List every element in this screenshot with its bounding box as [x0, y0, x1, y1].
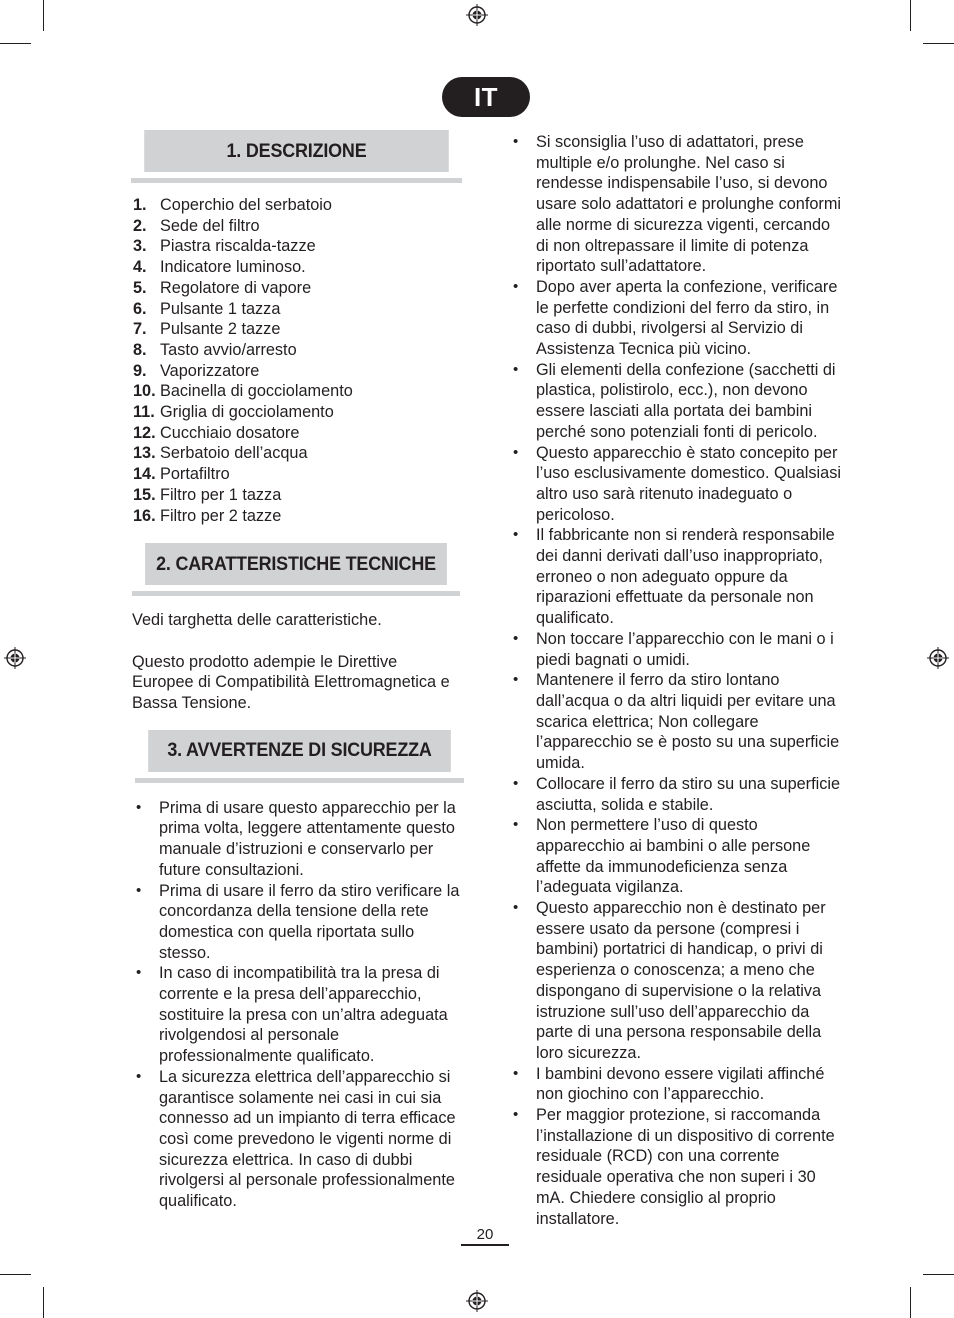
item-text: Regolatore di vapore: [160, 278, 312, 297]
list-item: [133, 236, 463, 257]
item-text: Bacinella di gocciolamento: [160, 382, 353, 401]
page-number: 20: [476, 1226, 494, 1243]
list-item: [133, 423, 463, 444]
list-item: [133, 361, 463, 382]
list-item: [508, 815, 842, 898]
item-text: Filtro per 1 tazza: [160, 485, 282, 504]
section-title: 1. DESCRIZIONE: [144, 130, 449, 172]
list-item: [508, 898, 842, 1064]
list-item: [133, 195, 463, 216]
item-text: Cucchiaio dosatore: [160, 423, 300, 442]
section-rule: [132, 591, 460, 596]
bullet-icon: •: [513, 1064, 519, 1082]
bullet-icon: •: [513, 443, 519, 461]
bullet-text: Per maggior protezione, si raccomanda l’installazione di un dispositivo di corrente residuale (RCD) con una corrente residuale operativa che non superi i 30 mA. Chiedere consiglio al proprio installatore.: [536, 1106, 835, 1228]
list-item: [131, 963, 463, 1067]
item-number: 12.: [133, 423, 156, 442]
list-item: [508, 670, 842, 774]
list-item: [508, 360, 842, 443]
list-item: [133, 506, 463, 527]
item-number: 6.: [133, 299, 147, 318]
list-item: [508, 1064, 842, 1105]
item-text: Portafiltro: [160, 465, 230, 484]
safety-list-right: [508, 132, 842, 1229]
bullet-text: La sicurezza elettrica dell’apparecchio si garantisce solamente nei casi in cui sia connesso ad un impianto di terra efficace così come prevedono le vigenti norme di sicurezza elettrica. In caso di dubbi rivolgersi al personale professionalmente qualificato.: [159, 1067, 456, 1211]
bullet-icon: •: [513, 526, 519, 544]
registration-mark-icon: [927, 647, 949, 669]
item-text: Pulsante 2 tazze: [160, 320, 281, 339]
list-item: [133, 299, 463, 320]
bullet-icon: •: [136, 798, 142, 816]
bullet-icon: •: [513, 277, 519, 295]
item-text: Piastra riscalda-tazze: [160, 237, 316, 256]
bullet-icon: •: [513, 133, 519, 150]
section-header-caratteristiche: [132, 543, 460, 596]
bullet-icon: •: [513, 816, 519, 834]
item-text: Coperchio del serbatoio: [160, 196, 332, 214]
item-number: 5.: [133, 278, 147, 297]
bullet-icon: •: [513, 671, 519, 689]
item-text: Serbatoio dell’acqua: [160, 444, 308, 463]
crop-mark: [910, 0, 911, 31]
list-item: [133, 257, 463, 278]
section-rule: [131, 178, 462, 183]
crop-mark: [43, 1287, 44, 1318]
list-item: [508, 443, 842, 526]
page-number-rule: [461, 1244, 509, 1246]
item-number: 13.: [133, 444, 156, 463]
safety-list-left: [128, 798, 463, 1212]
bullet-text: Non permettere l’uso di questo apparecchio ai bambini o alle persone affette da immunodeficienza senza l’adeguata vigilanza.: [536, 816, 811, 897]
bullet-text: Questo apparecchio non è destinato per essere usato da persone (compresi i bambini) portatrici di handicap, o privi di esperienza o conoscenza; a meno che dispongano di supervisione o la relativa istruzione sull’uso dell’apparecchio da parte di una persona responsabile della loro sicurezza.: [536, 899, 826, 1062]
bullet-text: In caso di incompatibilità tra la presa di corrente e la presa dell’apparecchio, sostituire la presa con un’altra adeguata rivolgendosi al personale professionalmente qualificato.: [159, 964, 448, 1066]
bullet-text: Collocare il ferro da stiro su una superficie asciutta, solida e stabile.: [536, 774, 841, 814]
crop-mark: [923, 43, 954, 44]
item-number: 16.: [133, 506, 156, 525]
list-item: [133, 381, 463, 402]
bullet-icon: •: [513, 360, 519, 378]
list-item: [131, 1067, 463, 1212]
list-item: [508, 1105, 842, 1229]
item-number: 7.: [133, 320, 147, 339]
crop-mark: [0, 1274, 31, 1275]
bullet-text: Questo apparecchio è stato concepito per l’uso esclusivamente domestico. Qualsiasi altro uso sarà ritenuto inadeguato o pericoloso.: [536, 443, 841, 524]
item-number: 15.: [133, 485, 156, 504]
list-item: [508, 132, 842, 277]
list-item: [131, 798, 463, 881]
list-item: [133, 443, 463, 464]
list-item: [508, 774, 842, 815]
item-number: 8.: [133, 340, 147, 359]
bullet-icon: •: [136, 964, 142, 982]
item-text: Vaporizzatore: [160, 361, 260, 380]
crop-mark: [0, 43, 31, 44]
item-number: 1.: [133, 196, 147, 214]
item-text: Filtro per 2 tazze: [160, 506, 282, 525]
list-item: [508, 525, 842, 629]
bullet-text: Dopo aver aperta la confezione, verificare le perfette condizioni del ferro da stiro, in caso di dubbi, rivolgersi al Servizio di Assistenza Tecnica più vicino.: [536, 277, 838, 359]
item-number: 14.: [133, 465, 156, 484]
list-item: [133, 340, 463, 361]
bullet-text: Gli elementi della confezione (sacchetti di plastica, polistirolo, ecc.), non devono essere lasciati alla portata dei bambini perché sono potenziali fonti di pericolo.: [536, 360, 836, 441]
registration-mark-icon: [466, 1290, 488, 1312]
language-badge: IT: [442, 77, 530, 117]
bullet-text: Il fabbricante non si renderà responsabile dei danni derivati dall’uso inappropriato, erroneo o non adeguato oppure da riparazioni effettuate da personale non qualificato.: [536, 526, 835, 628]
parts-list: [128, 195, 463, 526]
list-item: [133, 485, 463, 506]
item-text: Pulsante 1 tazza: [160, 299, 281, 318]
section-title: 2. CARATTERISTICHE TECNICHE: [145, 543, 447, 585]
section-header-descrizione: [131, 130, 462, 183]
list-item: [133, 319, 463, 340]
section-header-avvertenze: [135, 730, 464, 783]
list-item: [133, 278, 463, 299]
right-column: [508, 132, 842, 1229]
bullet-text: Si sconsiglia l’uso di adattatori, prese multiple e/o prolunghe. Nel caso si rendesse indispensabile l’uso, si devono usare solo adattatori e prolunghe conformi alle norme di sicurezza vigenti, cercando di non oltrepassare il limite di potenza riportato sull’adattatore.: [536, 133, 842, 276]
item-number: 3.: [133, 237, 147, 256]
list-item: [133, 464, 463, 485]
registration-mark-icon: [466, 4, 488, 26]
list-item: [133, 402, 463, 423]
item-text: Griglia di gocciolamento: [160, 403, 334, 422]
item-text: Tasto avvio/arresto: [160, 340, 297, 359]
list-item: [508, 277, 842, 360]
bullet-icon: •: [136, 1067, 142, 1085]
bullet-icon: •: [513, 1106, 519, 1124]
crop-mark: [923, 1274, 954, 1275]
item-number: 4.: [133, 258, 147, 277]
bullet-text: I bambini devono essere vigilati affinché non giochino con l’apparecchio.: [536, 1064, 825, 1104]
bullet-text: Mantenere il ferro da stiro lontano dall’acqua o da altri liquidi per evitare una scarica elettrica; Non collegare l’apparecchio se è posto su una superficie umida.: [536, 671, 840, 773]
bullet-text: Non toccare l’apparecchio con le mani o i piedi bagnati o umidi.: [536, 629, 834, 669]
item-text: Indicatore luminoso.: [160, 258, 306, 277]
bullet-text: Prima di usare il ferro da stiro verificare la concordanza della tensione della rete domestica con quella riportata sullo stesso.: [159, 881, 460, 962]
bullet-icon: •: [513, 899, 519, 917]
specs-paragraph: Vedi targhetta delle caratteristiche.: [132, 611, 382, 630]
crop-mark: [910, 1287, 911, 1318]
crop-mark: [43, 0, 44, 31]
registration-mark-icon: [4, 647, 26, 669]
section-rule: [135, 778, 464, 783]
bullet-icon: •: [513, 629, 519, 647]
item-number: 9.: [133, 361, 147, 380]
item-text: Sede del filtro: [160, 216, 260, 235]
bullet-icon: •: [513, 774, 519, 792]
list-item: [131, 881, 463, 964]
section-title: 3. AVVERTENZE DI SICUREZZA: [148, 730, 451, 772]
list-item: [133, 216, 463, 237]
item-number: 10.: [133, 382, 156, 401]
item-number: 11.: [133, 403, 155, 422]
item-number: 2.: [133, 216, 147, 235]
bullet-text: Prima di usare questo apparecchio per la prima volta, leggere attentamente questo manuale d’istruzioni e conservarlo per future consultazioni.: [159, 798, 456, 879]
left-column: [128, 130, 463, 1212]
list-item: [508, 629, 842, 670]
bullet-icon: •: [136, 881, 142, 899]
directives-paragraph: Questo prodotto adempie le Direttive Europee di Compatibilità Elettromagnetica e Bassa Tensione.: [132, 652, 450, 713]
